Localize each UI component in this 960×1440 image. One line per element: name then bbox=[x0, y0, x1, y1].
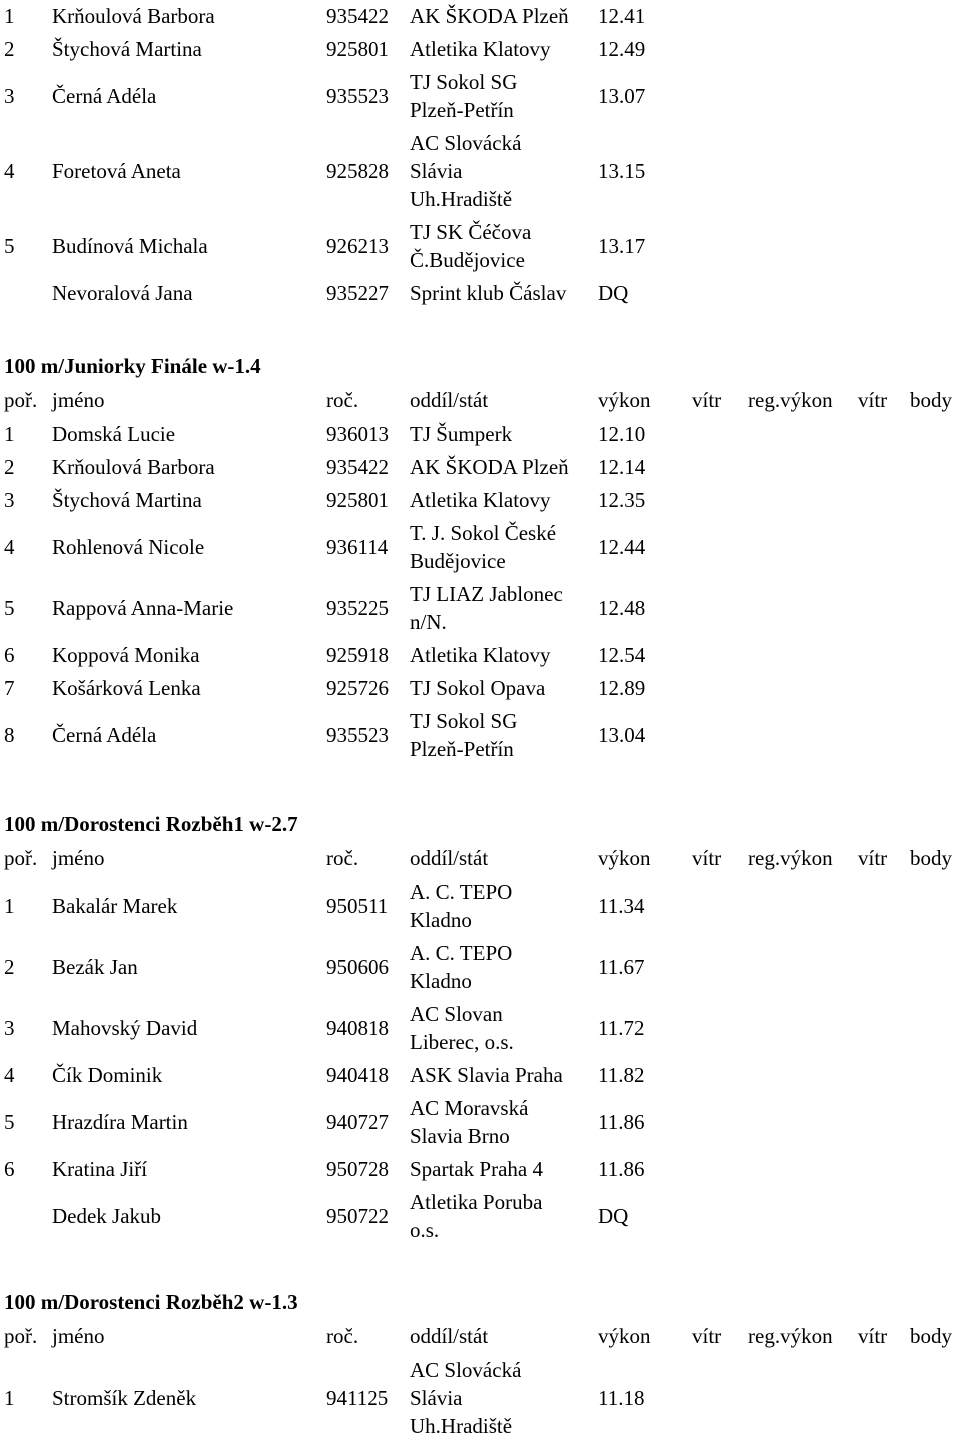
birth-year: 935523 bbox=[326, 84, 389, 108]
club-line: Slavia Brno bbox=[410, 1124, 510, 1148]
column-header-reg-result: reg.výkon bbox=[748, 846, 833, 870]
column-header-wind: vítr bbox=[692, 388, 722, 412]
club-line: Atletika Klatovy bbox=[410, 37, 551, 61]
club-line: Kladno bbox=[410, 969, 472, 993]
athlete-name: Černá Adéla bbox=[52, 723, 157, 747]
birth-year: 925801 bbox=[326, 488, 389, 512]
club-line: Uh.Hradiště bbox=[410, 187, 513, 211]
athlete-name: Bezák Jan bbox=[52, 955, 138, 979]
athlete-name: Stromšík Zdeněk bbox=[52, 1386, 197, 1410]
column-header-reg-result: reg.výkon bbox=[748, 388, 833, 412]
column-header-year: roč. bbox=[326, 846, 359, 870]
club-line: Spartak Praha 4 bbox=[410, 1157, 543, 1181]
club-line: o.s. bbox=[410, 1218, 440, 1242]
athlete-name: Krňoulová Barbora bbox=[52, 455, 215, 479]
section-title: 100 m/Juniorky Finále w-1.4 bbox=[4, 354, 261, 378]
birth-year: 935523 bbox=[326, 723, 389, 747]
athlete-name: Rappová Anna-Marie bbox=[52, 596, 234, 620]
rank: 2 bbox=[4, 37, 15, 61]
rank: 5 bbox=[4, 234, 15, 258]
birth-year: 936114 bbox=[326, 535, 389, 559]
column-header-points: body bbox=[910, 846, 952, 870]
athlete-name: Čík Dominik bbox=[52, 1063, 163, 1087]
birth-year: 936013 bbox=[326, 422, 389, 446]
rank: 5 bbox=[4, 1110, 15, 1134]
club-line: TJ Sokol Opava bbox=[410, 676, 546, 700]
result-time: 12.41 bbox=[598, 4, 646, 28]
rank: 3 bbox=[4, 84, 15, 108]
section-title: 100 m/Dorostenci Rozběh1 w-2.7 bbox=[4, 812, 298, 836]
club-line: A. C. TEPO bbox=[410, 941, 513, 965]
column-header-reg-result: reg.výkon bbox=[748, 1324, 833, 1348]
column-header-result: výkon bbox=[598, 388, 651, 412]
column-header-year: roč. bbox=[326, 1324, 359, 1348]
athlete-name: Štychová Martina bbox=[52, 488, 202, 512]
result-time: 13.04 bbox=[598, 723, 646, 747]
club-line: Atletika Klatovy bbox=[410, 643, 551, 667]
club-line: AC Slovácká bbox=[410, 131, 522, 155]
result-time: 13.15 bbox=[598, 159, 646, 183]
rank: 6 bbox=[4, 643, 15, 667]
result-time: 12.89 bbox=[598, 676, 646, 700]
column-header-year: roč. bbox=[326, 388, 359, 412]
result-time: 12.49 bbox=[598, 37, 646, 61]
rank: 1 bbox=[4, 1386, 15, 1410]
rank: 1 bbox=[4, 894, 15, 918]
rank: 1 bbox=[4, 422, 15, 446]
result-time: 12.35 bbox=[598, 488, 646, 512]
column-header-points: body bbox=[910, 1324, 952, 1348]
athlete-name: Nevoralová Jana bbox=[52, 281, 193, 305]
club-line: AC Slovan bbox=[410, 1002, 503, 1026]
result-time: 12.14 bbox=[598, 455, 646, 479]
club-line: TJ Šumperk bbox=[410, 422, 513, 446]
athlete-name: Mahovský David bbox=[52, 1016, 198, 1040]
result-time: 13.07 bbox=[598, 84, 646, 108]
rank: 6 bbox=[4, 1157, 15, 1181]
club-line: n/N. bbox=[410, 610, 447, 634]
column-header-rank: poř. bbox=[4, 388, 38, 412]
club-line: TJ Sokol SG bbox=[410, 70, 518, 94]
column-header-rank: poř. bbox=[4, 846, 38, 870]
athlete-name: Rohlenová Nicole bbox=[52, 535, 205, 559]
result-time: 12.10 bbox=[598, 422, 646, 446]
club-line: TJ SK Čéčova bbox=[410, 220, 532, 244]
club-line: Atletika Klatovy bbox=[410, 488, 551, 512]
club-line: Slávia bbox=[410, 159, 463, 183]
rank: 5 bbox=[4, 596, 15, 620]
birth-year: 925918 bbox=[326, 643, 389, 667]
club-line: AC Moravská bbox=[410, 1096, 529, 1120]
column-header-name: jméno bbox=[52, 846, 105, 870]
rank: 8 bbox=[4, 723, 15, 747]
club-line: ASK Slavia Praha bbox=[410, 1063, 563, 1087]
club-line: Kladno bbox=[410, 908, 472, 932]
athlete-name: Bakalár Marek bbox=[52, 894, 178, 918]
result-time: 11.67 bbox=[598, 955, 645, 979]
column-header-points: body bbox=[910, 388, 952, 412]
column-header-result: výkon bbox=[598, 1324, 651, 1348]
rank: 7 bbox=[4, 676, 15, 700]
club-line: TJ Sokol SG bbox=[410, 709, 518, 733]
birth-year: 950722 bbox=[326, 1204, 389, 1228]
club-line: Budějovice bbox=[410, 549, 506, 573]
club-line: Plzeň-Petřín bbox=[410, 737, 514, 761]
club-line: TJ LIAZ Jablonec bbox=[410, 582, 563, 606]
club-line: AK ŠKODA Plzeň bbox=[410, 455, 569, 479]
athlete-name: Koppová Monika bbox=[52, 643, 200, 667]
result-time: 13.17 bbox=[598, 234, 646, 258]
birth-year: 940818 bbox=[326, 1016, 389, 1040]
birth-year: 925801 bbox=[326, 37, 389, 61]
rank: 2 bbox=[4, 955, 15, 979]
column-header-club: oddíl/stát bbox=[410, 846, 489, 870]
result-time: 12.44 bbox=[598, 535, 646, 559]
rank: 1 bbox=[4, 4, 15, 28]
birth-year: 940418 bbox=[326, 1063, 389, 1087]
club-line: A. C. TEPO bbox=[410, 880, 513, 904]
column-header-rank: poř. bbox=[4, 1324, 38, 1348]
rank: 4 bbox=[4, 1063, 15, 1087]
athlete-name: Dedek Jakub bbox=[52, 1204, 162, 1228]
result-time: 11.86 bbox=[598, 1157, 645, 1181]
rank: 3 bbox=[4, 488, 15, 512]
rank: 4 bbox=[4, 159, 15, 183]
club-line: AK ŠKODA Plzeň bbox=[410, 4, 569, 28]
result-time: 11.18 bbox=[598, 1386, 645, 1410]
result-time: DQ bbox=[598, 281, 629, 305]
birth-year: 926213 bbox=[326, 234, 389, 258]
athlete-name: Hrazdíra Martin bbox=[52, 1110, 188, 1134]
birth-year: 935422 bbox=[326, 455, 389, 479]
result-time: DQ bbox=[598, 1204, 629, 1228]
rank: 4 bbox=[4, 535, 15, 559]
birth-year: 925726 bbox=[326, 676, 389, 700]
athlete-name: Budínová Michala bbox=[52, 234, 208, 258]
column-header-reg-wind: vítr bbox=[858, 1324, 888, 1348]
birth-year: 935422 bbox=[326, 4, 389, 28]
club-line: AC Slovácká bbox=[410, 1358, 522, 1382]
column-header-reg-wind: vítr bbox=[858, 388, 888, 412]
column-header-wind: vítr bbox=[692, 846, 722, 870]
birth-year: 940727 bbox=[326, 1110, 389, 1134]
result-time: 12.48 bbox=[598, 596, 646, 620]
column-header-club: oddíl/stát bbox=[410, 388, 489, 412]
athlete-name: Černá Adéla bbox=[52, 84, 157, 108]
birth-year: 935227 bbox=[326, 281, 389, 305]
club-line: T. J. Sokol České bbox=[410, 521, 557, 545]
club-line: Plzeň-Petřín bbox=[410, 98, 514, 122]
birth-year: 925828 bbox=[326, 159, 389, 183]
section-title: 100 m/Dorostenci Rozběh2 w-1.3 bbox=[4, 1290, 298, 1314]
birth-year: 950511 bbox=[326, 894, 389, 918]
column-header-name: jméno bbox=[52, 1324, 105, 1348]
athlete-name: Košárková Lenka bbox=[52, 676, 201, 700]
club-line: Uh.Hradiště bbox=[410, 1414, 513, 1438]
column-header-name: jméno bbox=[52, 388, 105, 412]
column-header-club: oddíl/stát bbox=[410, 1324, 489, 1348]
result-time: 11.86 bbox=[598, 1110, 645, 1134]
rank: 3 bbox=[4, 1016, 15, 1040]
column-header-wind: vítr bbox=[692, 1324, 722, 1348]
athlete-name: Krňoulová Barbora bbox=[52, 4, 215, 28]
result-time: 11.72 bbox=[598, 1016, 645, 1040]
club-line: Atletika Poruba bbox=[410, 1190, 543, 1214]
result-time: 11.82 bbox=[598, 1063, 645, 1087]
birth-year: 941125 bbox=[326, 1386, 389, 1410]
column-header-reg-wind: vítr bbox=[858, 846, 888, 870]
birth-year: 950606 bbox=[326, 955, 389, 979]
result-time: 12.54 bbox=[598, 643, 646, 667]
rank: 2 bbox=[4, 455, 15, 479]
athlete-name: Štychová Martina bbox=[52, 37, 202, 61]
club-line: Liberec, o.s. bbox=[410, 1030, 514, 1054]
birth-year: 935225 bbox=[326, 596, 389, 620]
birth-year: 950728 bbox=[326, 1157, 389, 1181]
athlete-name: Domská Lucie bbox=[52, 422, 176, 446]
result-time: 11.34 bbox=[598, 894, 645, 918]
column-header-result: výkon bbox=[598, 846, 651, 870]
athlete-name: Kratina Jiří bbox=[52, 1157, 148, 1181]
club-line: Slávia bbox=[410, 1386, 463, 1410]
club-line: Č.Budějovice bbox=[410, 248, 525, 272]
club-line: Sprint klub Čáslav bbox=[410, 281, 567, 305]
athlete-name: Foretová Aneta bbox=[52, 159, 181, 183]
